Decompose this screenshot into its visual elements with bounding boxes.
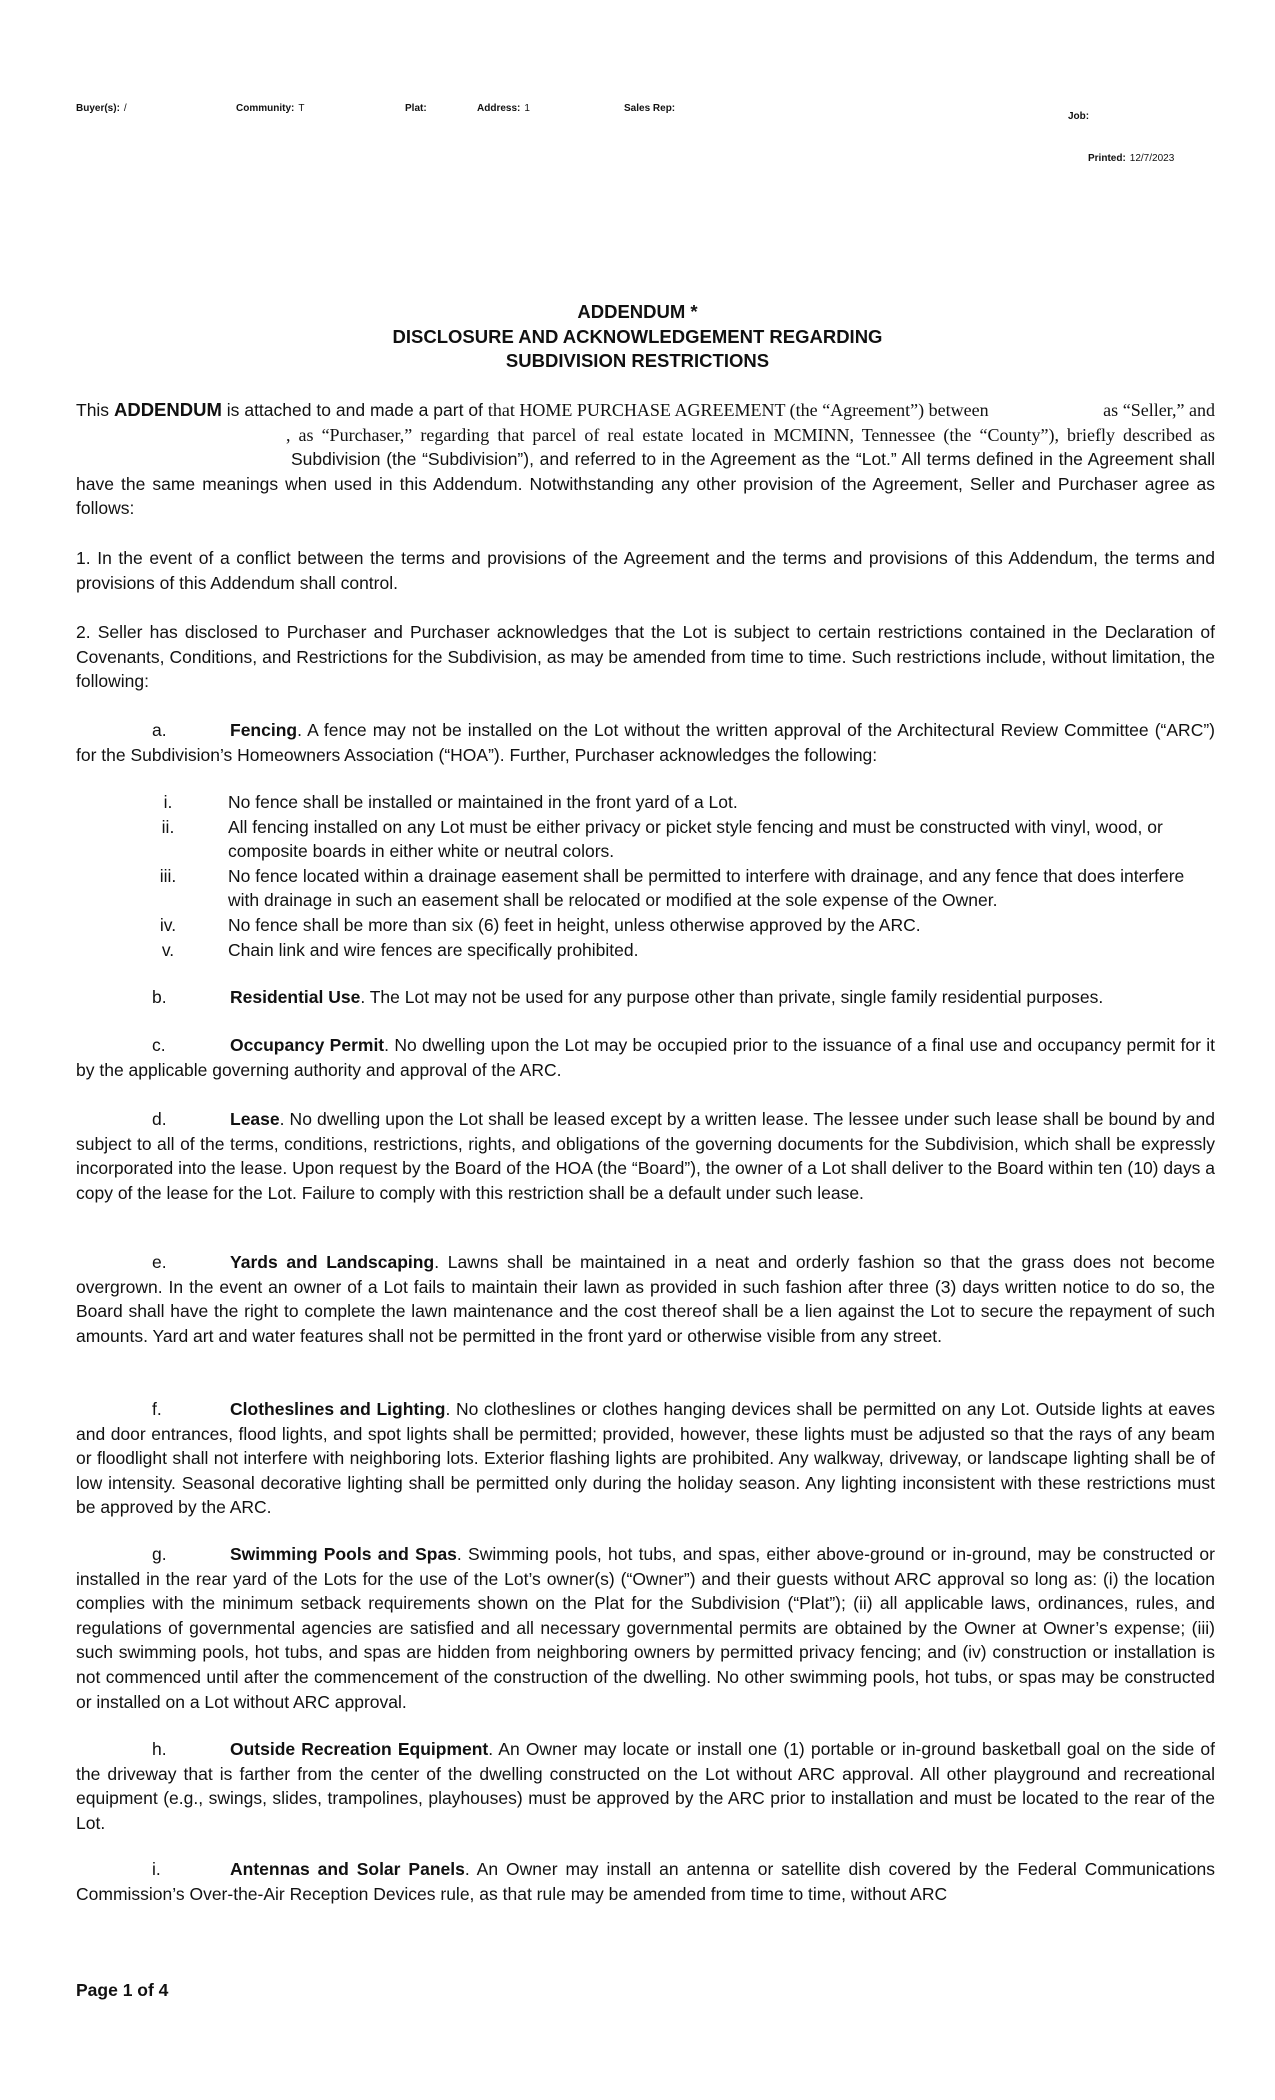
list-text: No fence shall be installed or maintained in the front yard of a Lot. <box>228 792 738 812</box>
restriction-antennas-solar <box>76 1857 1215 1906</box>
intro-text: Subdivision (the “Subdivision”), and referred to in the Agreement as the “Lot.” All terms defined in the Agreement shall have the same meanings when used in this Addendum. Notwithstanding any other provision of the Agreement, Seller and Purchaser agree as follows: <box>76 449 1215 519</box>
item-letter: g. <box>152 1544 167 1564</box>
buyers-value: / <box>123 103 127 114</box>
item-text: . No dwelling upon the Lot may be occupied prior to the issuance of a final use and occupancy permit for it by the applicable governing authority and approval of the ARC. <box>76 1035 1215 1080</box>
restriction-clotheslines-lighting <box>76 1397 1215 1520</box>
fencing-list-item <box>76 815 1215 864</box>
restriction-lease <box>76 1107 1215 1205</box>
intro-text: that HOME PURCHASE AGREEMENT (the “Agreement”) between <box>487 400 994 420</box>
buyers-field <box>76 103 127 114</box>
intro-bold: ADDENDUM <box>113 399 222 420</box>
item-heading: Lease <box>230 1109 280 1129</box>
item-text: . An Owner may locate or install one (1) portable or in-ground basketball goal on the side of the driveway that is farther from the center of the dwelling constructed on the Lot without ARC approval. All other playground and recreational equipment (e.g., swings, slides, trampolines, playhouses) must be approved by the ARC prior to installation and must be located to the rear of the Lot. <box>76 1739 1216 1833</box>
item-text: . No clotheslines or clothes hanging devices shall be permitted on any Lot. Outside lights at eaves and door entrances, flood lights, and spot lights shall be permitted; provided, however, these lights must be adjusted so that the rays of any beam or floodlight shall not interfere with neighboring lots. Exterior flashing lights are prohibited. Any walkway, driveway, or landscape lighting shall be of low intensity. Seasonal decorative lighting shall be permitted only during the holiday season. Any lighting inconsistent with these restrictions must be approved by the ARC. <box>76 1399 1216 1518</box>
item-heading: Fencing <box>230 720 298 740</box>
item-text: . An Owner may install an antenna or satellite dish covered by the Federal Communications Commission’s Over-the-Air Reception Devices rule, as that rule may be amended from time to time, without ARC <box>76 1859 1216 1904</box>
list-num: iii. <box>159 865 177 886</box>
list-num: v. <box>161 939 175 960</box>
list-text: All fencing installed on any Lot must be either privacy or picket style fencing and must be constructed with vinyl, wood, or composite boards in either white or neutral colors. <box>228 816 1163 862</box>
printed-date: 12/7/2023 <box>1129 153 1175 164</box>
item-text: . Swimming pools, hot tubs, and spas, either above-ground or in-ground, may be constructed or installed in the rear yard of the Lots for the use of the Lot’s owner(s) (“Owner”) and their guests without ARC approval so long as: (i) the location complies with the minimum setback requirements shown on the Plat for the Subdivision (“Plat”); (ii) all applicable laws, ordinances, rules, and regulations of governmental agencies are satisfied and all necessary governmental permits are obtained by the Owner at Owner’s expense; (iii) such swimming pools, hot tubs, and spas are hidden from neighboring owners by permitted privacy fencing; and (iv) construction or installation is not commenced until after the commencement of the construction of the dwelling. No other swimming pools, hot tubs, or spas may be constructed or installed on a Lot without ARC approval. <box>76 1544 1215 1712</box>
intro-text: is attached to and made a part of <box>221 400 488 420</box>
fencing-list-item <box>76 913 1215 938</box>
intro-text: as “Seller,” and <box>1103 400 1215 420</box>
title-line-2: DISCLOSURE AND ACKNOWLEDGEMENT REGARDING <box>392 325 883 347</box>
item-letter: c. <box>152 1035 166 1055</box>
item-heading: Residential Use <box>230 987 361 1007</box>
fencing-list-item <box>76 864 1215 913</box>
sales-rep-label: Sales Rep: <box>624 103 676 114</box>
item-letter: h. <box>152 1739 167 1759</box>
restriction-outside-recreation <box>76 1737 1215 1835</box>
item-text: . Lawns shall be maintained in a neat and orderly fashion so that the grass does not become overgrown. In the event an owner of a Lot fails to maintain their lawn as provided in such fashion after three (3) days written notice to do so, the Board shall have the right to complete the lawn maintenance and the cost thereof shall be a lien against the Lot to secure the repayment of such amounts. Yard art and water features shall not be permitted in the front yard or otherwise visible from any street. <box>76 1252 1215 1346</box>
item-heading: Swimming Pools and Spas <box>230 1544 457 1564</box>
list-text: No fence shall be more than six (6) feet in height, unless otherwise approved by the ARC. <box>228 914 921 935</box>
fencing-list-item <box>76 938 1215 963</box>
restriction-residential-use <box>76 985 1215 1010</box>
intro-paragraph <box>76 398 1215 521</box>
item-letter: f. <box>152 1399 162 1419</box>
list-num: iv. <box>159 914 177 935</box>
item-letter: i. <box>152 1859 161 1879</box>
list-text: No fence located within a drainage easement shall be permitted to interfere with drainage, and any fence that does interfere with drainage in such an easement shall be relocated or modified at the sole expense of the Owner. <box>228 865 1185 911</box>
fencing-list-item <box>76 790 1215 815</box>
intro-text: This <box>76 400 114 420</box>
list-num: i. <box>163 792 173 812</box>
address-value: 1 <box>524 103 530 114</box>
fencing-list <box>76 790 1215 962</box>
address-field <box>477 103 530 114</box>
job-label: Job: <box>1068 111 1090 122</box>
page-number: Page 1 of 4 <box>76 1980 169 2000</box>
list-text: Chain link and wire fences are specifically prohibited. <box>228 939 639 960</box>
list-num: ii. <box>161 816 175 837</box>
printed-field <box>1088 153 1174 164</box>
restriction-occupancy-permit <box>76 1033 1215 1082</box>
item-letter: e. <box>152 1252 167 1272</box>
title-line-3: SUBDIVISION RESTRICTIONS <box>505 350 770 371</box>
item-text: . The Lot may not be used for any purpose other than private, single family residential purposes. <box>360 987 1104 1007</box>
item-letter: b. <box>152 987 167 1007</box>
community-value: T <box>298 103 305 114</box>
item-heading: Occupancy Permit <box>230 1035 385 1055</box>
buyers-label: Buyer(s): <box>76 103 120 114</box>
intro-text: , as “Purchaser,” regarding that parcel of real estate located in MCMINN, Tennessee (the “County”), briefly described as <box>286 424 1215 445</box>
title-line-1: ADDENDUM * <box>577 301 698 322</box>
restriction-swimming-pools <box>76 1542 1215 1714</box>
community-field <box>236 103 304 114</box>
printed-label: Printed: <box>1088 153 1126 164</box>
document-title <box>0 300 1275 374</box>
item-heading: Yards and Landscaping <box>230 1252 435 1272</box>
item-letter: a. <box>152 720 167 740</box>
item-text: . No dwelling upon the Lot shall be leased except by a written lease. The lessee under such lease shall be bound by and subject to all of the terms, conditions, restrictions, rights, and obligations of the governing documents for the Subdivision, which shall be expressly incorporated into the lease. Upon request by the Board of the HOA (the “Board”), the owner of a Lot shall deliver to the Board within ten (10) days a copy of the lease for the Lot. Failure to comply with this restriction shall be a default under such lease. <box>76 1109 1215 1203</box>
address-label: Address: <box>477 103 521 114</box>
community-label: Community: <box>236 103 295 114</box>
section-2: 2. Seller has disclosed to Purchaser and Purchaser acknowledges that the Lot is subject to certain restrictions contained in the Declaration of Covenants, Conditions, and Restrictions for the Subdivision, as may be amended from time to time. Such restrictions include, without limitation, the following: <box>76 622 1215 692</box>
item-text: . A fence may not be installed on the Lot without the written approval of the Architectural Review Committee (“ARC”) for the Subdivision’s Homeowners Association (“HOA”). Further, Purchaser acknowledges the following: <box>76 720 1215 765</box>
item-heading: Antennas and Solar Panels <box>230 1859 465 1879</box>
item-letter: d. <box>152 1109 167 1129</box>
restriction-fencing <box>76 718 1215 767</box>
section-1: 1. In the event of a conflict between the terms and provisions of the Agreement and the terms and provisions of this Addendum, the terms and provisions of this Addendum shall control. <box>76 548 1215 593</box>
item-heading: Clotheslines and Lighting <box>230 1399 446 1419</box>
restriction-yards-landscaping <box>76 1250 1215 1348</box>
plat-label: Plat: <box>405 103 427 114</box>
item-heading: Outside Recreation Equipment <box>230 1739 489 1759</box>
